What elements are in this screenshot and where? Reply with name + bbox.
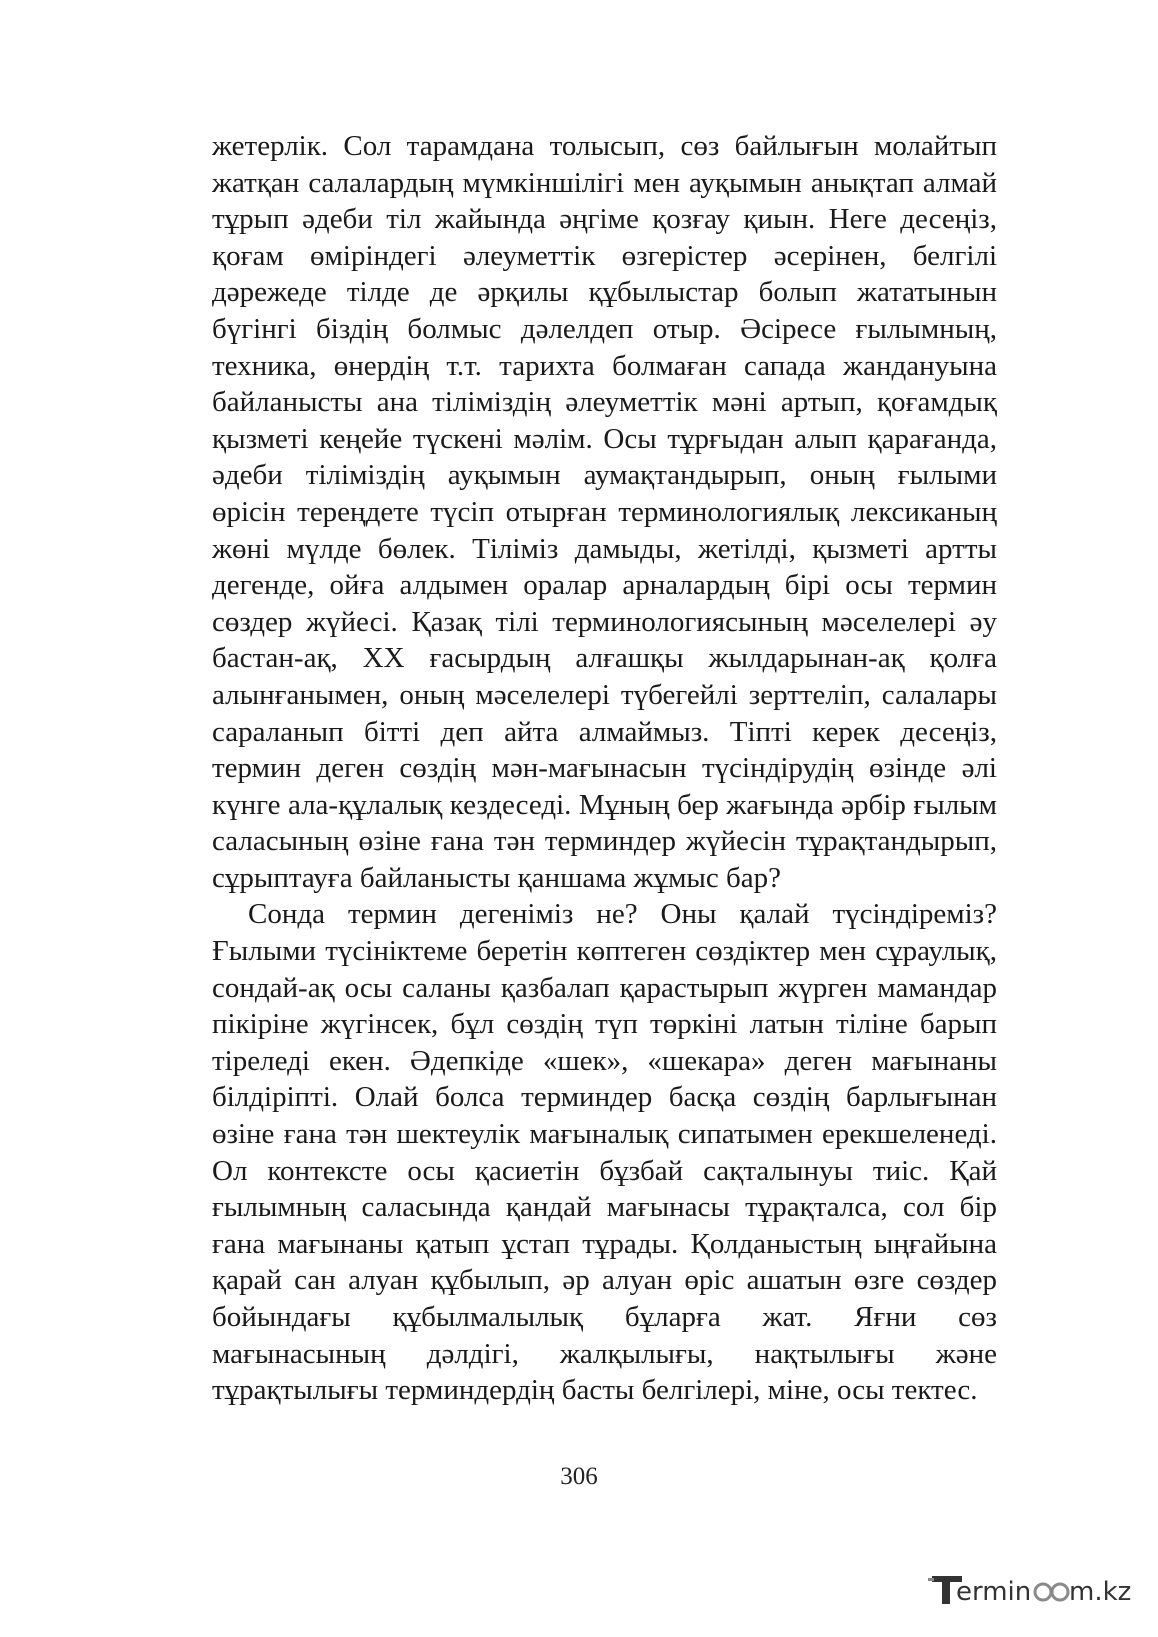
- termincom-logo-icon: [926, 1569, 1136, 1609]
- paragraph-2: Сонда термин дегеніміз не? Оны қалай түсіндіреміз? Ғылыми түсініктеме беретін көптеген сөздіктер мен сұраулық, сондай-ақ осы саланы қазбалап қарастырып жүрген мамандар пікіріне жүгінсек, бұл сөздің түп төркіні латын тіліне барып тіреледі екен. Әдепкіде «шек», «шекара» деген мағынаны білдіріпті. Олай болса терминдер басқа сөздің барлығынан өзіне ғана тән шектеулік мағыналық сипатымен ерекшеленеді. Ол контексте осы қасиетін бұзбай сақталынуы тиіс. Қай ғылымның саласында қандай мағынасы тұрақталса, сол бір ғана мағынаны қатып ұстап тұрады. Қолданыстың ыңғайына қарай сан алуан құбылып, әр алуан өріс ашатын өзге сөздер бойындағы құбылмалылық бұларға жат. Яғни сөз мағынасының дәлдігі, жалқылығы, нақтылығы және тұрақтылығы терминдердің басты белгілері, міне, осы тектес.: [212, 898, 997, 1407]
- page-body: [212, 128, 997, 1409]
- paragraph-1: жетерлік. Сол тарамдана толысып, сөз байлығын молайтып жатқан салалардың мүмкіншілігі мен ауқымын анықтап алмай тұрып әдеби тіл жайында әңгіме қозғау қиын. Неге десеңіз, қоғам өміріндегі әлеуметтік өзгерістер әсерінен, белгілі дәрежеде тілде де әрқилы құбылыстар болып жататынын бүгінгі біздің болмыс дәлелдеп отыр. Әсіресе ғылымның, техника, өнердің т.т. тарихта болмаған сапада жандануына байланысты ана тіліміздің әлеуметтік мәні артып, қоғамдық қызметі кеңейе түскені мәлім. Осы тұрғыдан алып қарағанда, әдеби тіліміздің ауқымын аумақтандырып, оның ғылыми өрісін тереңдете түсіп отырған терминологиялық лексиканың жөні мүлде бөлек. Тіліміз дамыды, жетілді, қызметі артты дегенде, ойға алдымен оралар арналардың бірі осы термин сөздер жүйесі. Қазақ тілі терминологиясының мәселелері әу бастан-ақ, ХХ ғасырдың алғашқы жылдарынан-ақ қолға алынғанымен, оның мәселелері түбегейлі зерттеліп, салалары сараланып бітті деп айта алмаймыз. Тіпті керек десеңіз, термин деген сөздің мән-мағынасын түсіндірудің өзінде әлі күнге ала-құлалық кездеседі. Мұның бер жағында әрбір ғылым саласының өзіне ғана тән терминдер жүйесін тұрақтандырып, сұрыптауға байланысты қаншама жұмыс бар?: [212, 130, 997, 894]
- svg-text:ermin: ermin: [956, 1577, 1032, 1607]
- svg-text:m.kz: m.kz: [1069, 1577, 1132, 1607]
- page-number: 306: [560, 1463, 598, 1490]
- watermark-logo: [926, 1569, 1136, 1609]
